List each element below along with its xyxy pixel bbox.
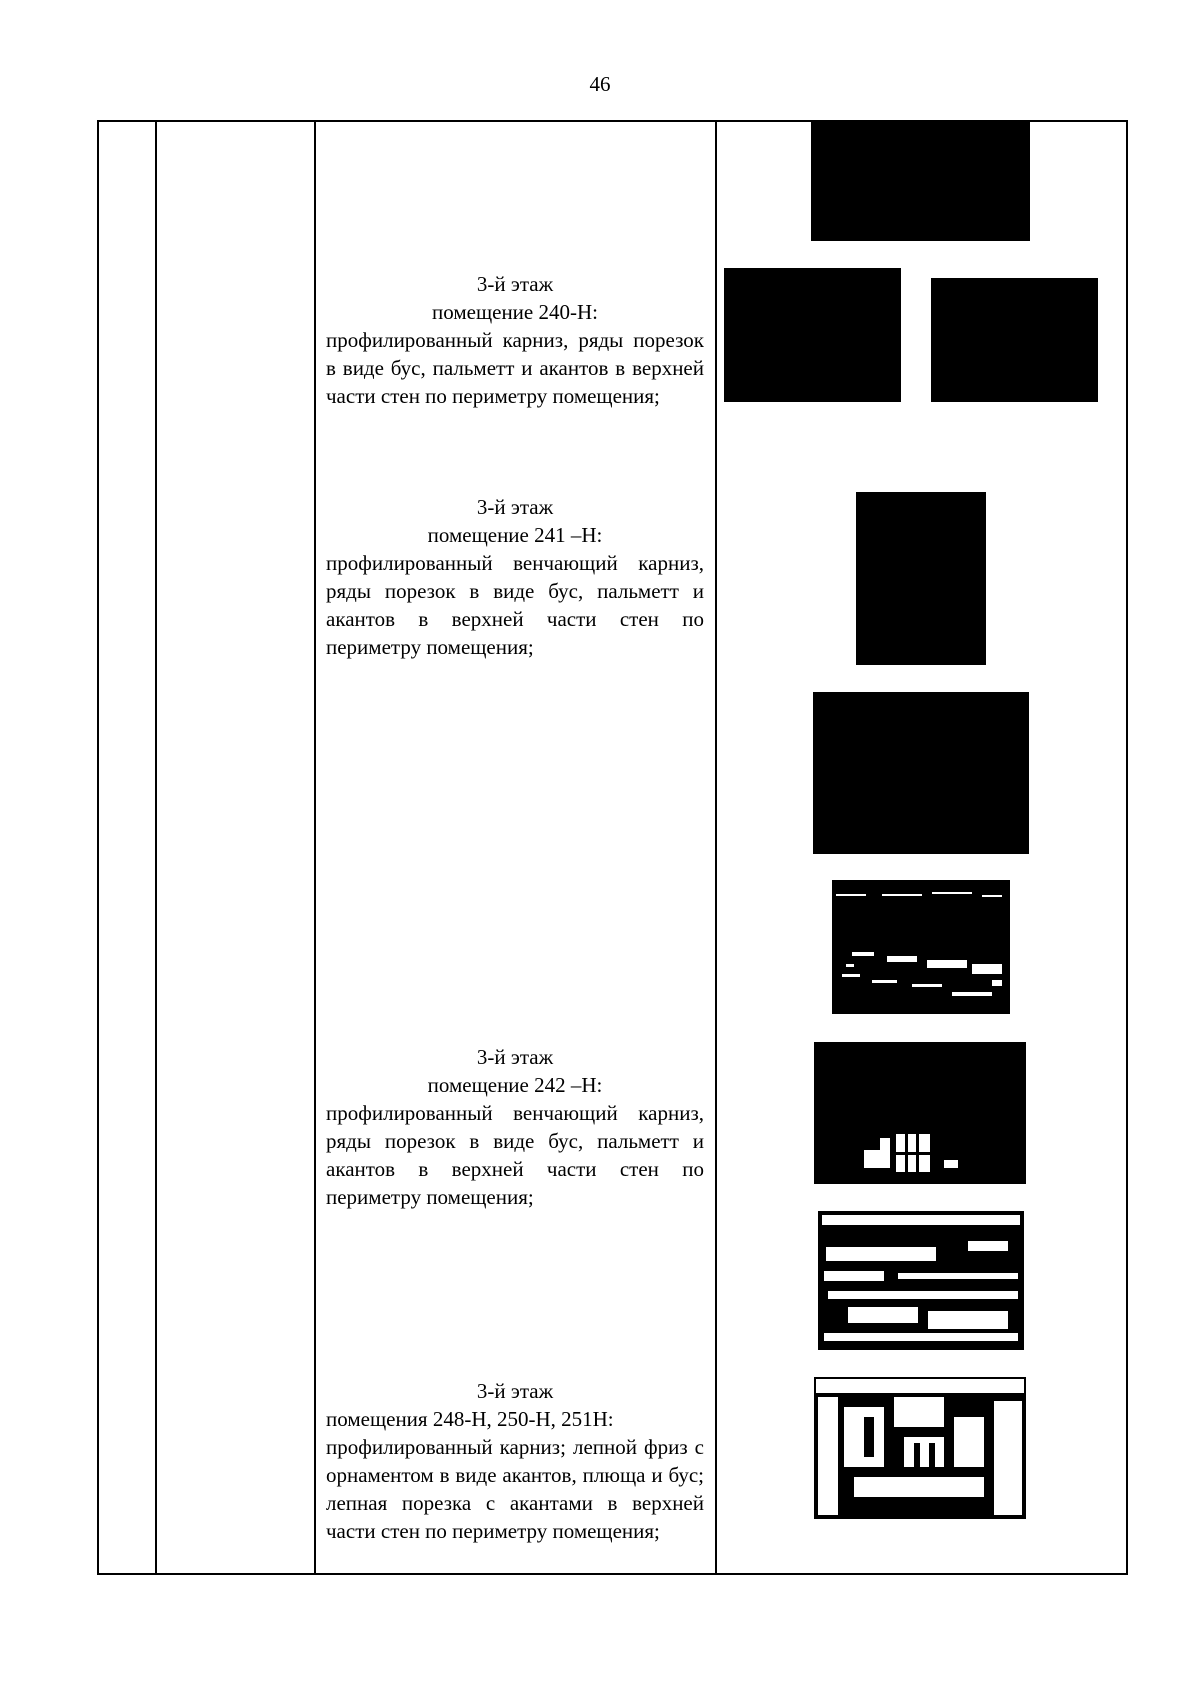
floor-label: 3-й этаж bbox=[476, 272, 554, 296]
column-divider bbox=[314, 122, 316, 1573]
entry-241 bbox=[326, 493, 704, 661]
room-label: помещение 241 –Н: bbox=[427, 523, 603, 547]
room-label: помещение 240-Н: bbox=[432, 300, 598, 324]
column-divider bbox=[715, 122, 717, 1573]
room-description: профилированный венчающий карниз, ряды порезок в виде бус, пальметт и акантов в верхней части стен по периметру помещения; bbox=[326, 1101, 704, 1209]
floor-label: 3-й этаж bbox=[476, 1379, 554, 1403]
photo-block bbox=[814, 1377, 1026, 1519]
photo-block bbox=[818, 1211, 1024, 1350]
floor-label: 3-й этаж bbox=[476, 495, 554, 519]
room-description: профилированный венчающий карниз, ряды порезок в виде бус, пальметт и акантов в верхней части стен по периметру помещения; bbox=[326, 551, 704, 659]
room-label: помещения 248-Н, 250-Н, 251Н: bbox=[326, 1407, 614, 1431]
photo-block bbox=[811, 120, 1030, 241]
photo-block bbox=[724, 268, 901, 402]
room-description: профилированный карниз, ряды порезок в виде бус, пальметт и акантов в верхней части стен по периметру помещения; bbox=[326, 328, 704, 408]
page-number: 46 bbox=[589, 72, 611, 96]
photo-block bbox=[931, 278, 1098, 402]
room-label: помещение 242 –Н: bbox=[427, 1073, 603, 1097]
photo-block bbox=[856, 492, 986, 665]
floor-label: 3-й этаж bbox=[476, 1045, 554, 1069]
column-divider bbox=[155, 122, 157, 1573]
entry-248-250-251 bbox=[326, 1377, 704, 1545]
photo-block bbox=[813, 692, 1029, 854]
photo-block bbox=[814, 1042, 1026, 1184]
photo-block bbox=[832, 880, 1010, 1014]
entry-240 bbox=[326, 270, 704, 410]
entry-242 bbox=[326, 1043, 704, 1211]
room-description: профилированный карниз; лепной фриз с орнаментом в виде акантов, плюща и бус; лепная порезка с акантами в верхней части стен по периметру помещения; bbox=[326, 1435, 704, 1543]
